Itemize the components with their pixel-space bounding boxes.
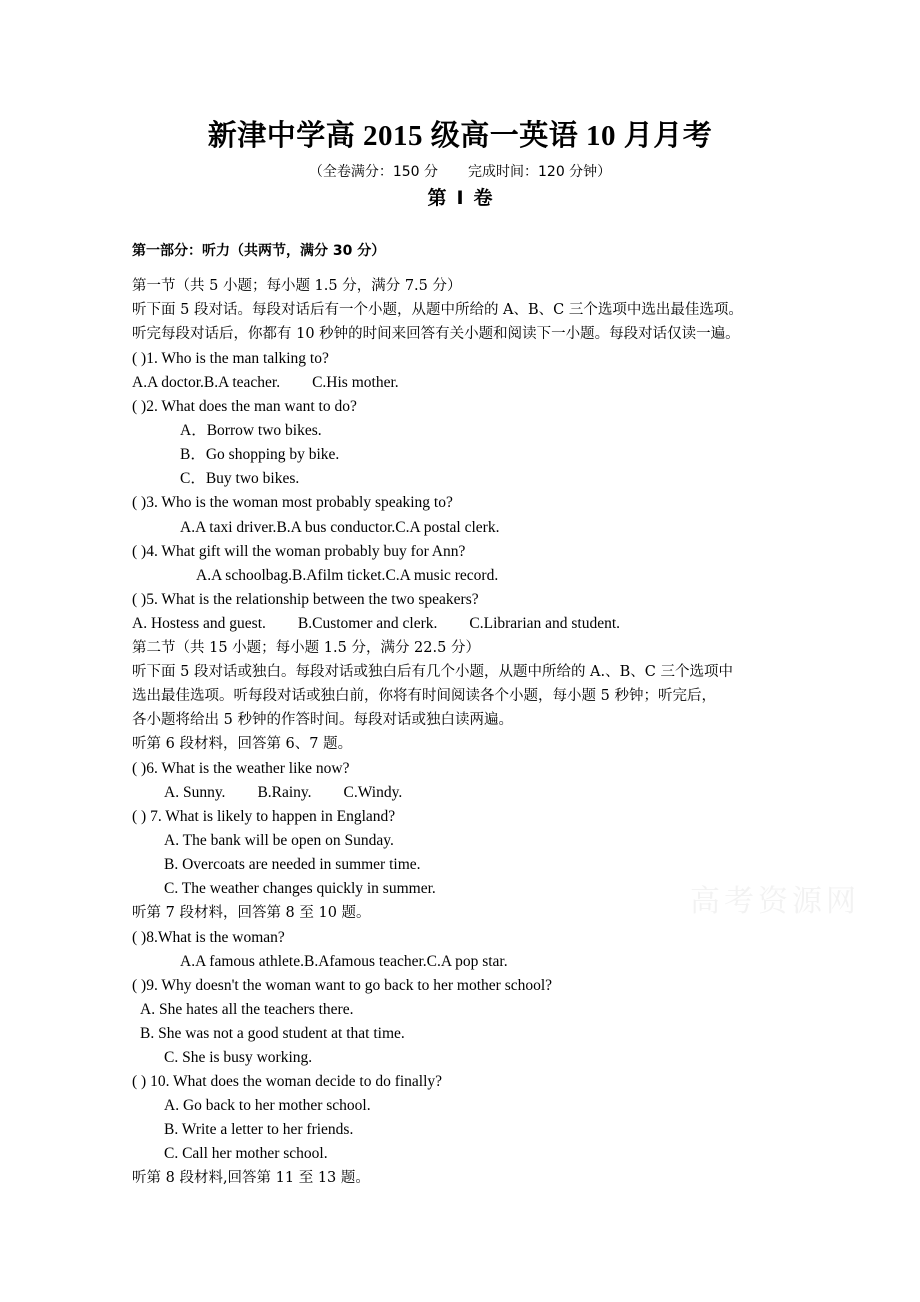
part1-heading: 第一部分：听力（共两节，满分 30 分）: [132, 243, 386, 259]
option-c: C. She is busy working.: [164, 1049, 313, 1066]
question-options: A.A taxi driver.B.A bus conductor.C.A postal clerk.: [180, 519, 500, 536]
question-options: A. Hostess and guest. B.Customer and clerk. C.Librarian and student.: [132, 615, 621, 632]
section2-heading: 第二节（共 15 小题；每小题 1.5 分，满分 22.5 分）: [132, 640, 480, 656]
question-stem: ( )6. What is the weather like now?: [132, 760, 350, 777]
material-heading: 听第 7 段材料，回答第 8 至 10 题。: [132, 905, 371, 921]
option-b: B. She was not a good student at that time.: [140, 1025, 405, 1042]
option-a: A. She hates all the teachers there.: [140, 1001, 354, 1018]
material-heading: 听第 8 段材料,回答第 11 至 13 题。: [132, 1170, 370, 1186]
exam-subtitle: [0, 160, 920, 184]
section2-instruction: 听下面 5 段对话或独白。每段对话或独白后有几个小题，从题中所给的 A.、B、C 三个选项中: [132, 664, 733, 680]
question-stem: ( )3. Who is the woman most probably speaking to?: [132, 494, 453, 511]
section1-instruction: 听下面 5 段对话。每段对话后有一个小题，从题中所给的 A、B、C 三个选项中选出最佳选项。: [132, 302, 743, 318]
option-b: B. Write a letter to her friends.: [164, 1121, 354, 1138]
option-a: A. Go back to her mother school.: [164, 1097, 371, 1114]
option-a: A．Borrow two bikes.: [180, 422, 322, 439]
question-stem: ( )9. Why doesn't the woman want to go back to her mother school?: [132, 977, 553, 994]
question-stem: ( )1. Who is the man talking to?: [132, 350, 329, 367]
question-stem: ( ) 7. What is likely to happen in England?: [132, 808, 396, 825]
question-options: A.A schoolbag.B.Afilm ticket.C.A music record.: [196, 567, 499, 584]
option-a: A. The bank will be open on Sunday.: [164, 832, 394, 849]
exam-title: 新津中学高 2015 级高一英语 10 月月考: [207, 120, 713, 152]
section2-instruction: 选出最佳选项。听每段对话或独白前，你将有时间阅读各个小题，每小题 5 秒钟；听完后，: [132, 688, 716, 704]
question-stem: ( )2. What does the man want to do?: [132, 398, 357, 415]
material-heading: 听第 6 段材料，回答第 6、7 题。: [132, 736, 353, 752]
volume-heading: 第 Ⅰ 卷: [427, 187, 493, 209]
watermark: 高考资源网: [690, 884, 860, 919]
time-info: 完成时间：120 分钟）: [468, 164, 612, 180]
section1-heading: 第一节（共 5 小题；每小题 1.5 分，满分 7.5 分）: [132, 278, 462, 294]
section1-instruction: 听完每段对话后，你都有 10 秒钟的时间来回答有关小题和阅读下一小题。每段对话仅读一遍。: [132, 326, 740, 342]
question-options: A.A famous athlete.B.Afamous teacher.C.A pop star.: [180, 953, 508, 970]
question-stem: ( )5. What is the relationship between the two speakers?: [132, 591, 479, 608]
option-c: C．Buy two bikes.: [180, 470, 300, 487]
question-stem: ( )4. What gift will the woman probably buy for Ann?: [132, 543, 466, 560]
option-c: C. Call her mother school.: [164, 1145, 328, 1162]
option-b: B. Overcoats are needed in summer time.: [164, 856, 421, 873]
question-options: A. Sunny. B.Rainy. C.Windy.: [164, 784, 403, 801]
question-stem: ( ) 10. What does the woman decide to do finally?: [132, 1073, 443, 1090]
question-stem: ( )8.What is the woman?: [132, 929, 285, 946]
section2-instruction: 各小题将给出 5 秒钟的作答时间。每段对话或独白读两遍。: [132, 712, 513, 728]
option-c: C. The weather changes quickly in summer.: [164, 880, 436, 897]
question-options: A.A doctor.B.A teacher. C.His mother.: [132, 374, 399, 391]
score-info: （全卷满分：150 分: [308, 164, 438, 180]
option-b: B．Go shopping by bike.: [180, 446, 340, 463]
